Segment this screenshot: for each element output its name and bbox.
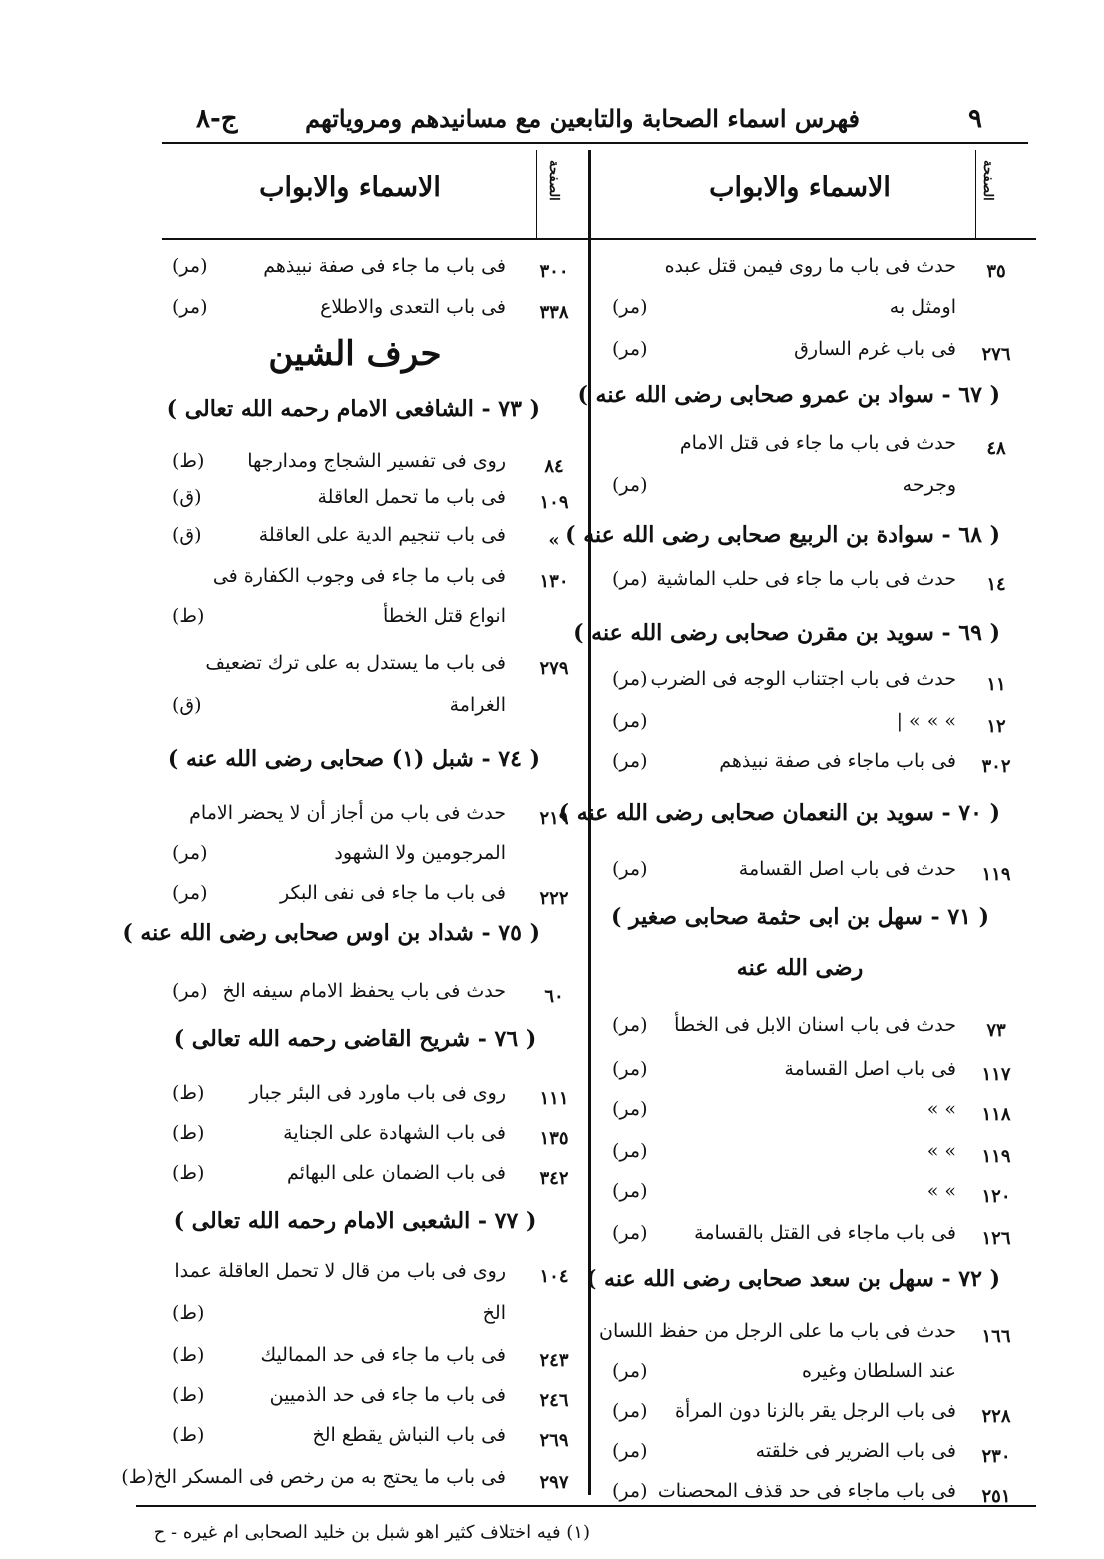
page-number: ٩ xyxy=(968,104,982,134)
entry-text: فى باب ماجاء فى حد قذف المحصنات xyxy=(657,1480,956,1502)
entry-source-mark: (ط) xyxy=(172,1162,205,1184)
entry-page-number: ٣٠٠ xyxy=(539,261,569,282)
entry-text: حدث فى باب ما روى فيمن قتل عبده xyxy=(664,255,956,277)
entry-source-mark: (ط) xyxy=(172,1122,205,1144)
entry-source-mark: (مر) xyxy=(172,882,208,904)
entry-page-number: ٢٢٢ xyxy=(539,888,569,909)
index-entry xyxy=(598,1180,1030,1214)
entry-page-number: ٢٩٧ xyxy=(539,1472,569,1493)
index-entry xyxy=(162,450,582,484)
entry-source-mark: (مر) xyxy=(612,1360,648,1382)
entry-source-mark: (ط) xyxy=(172,1424,205,1446)
right-column-heading: الاسماء والابواب xyxy=(709,172,891,203)
volume-label: ج-٨ xyxy=(196,104,238,134)
entry-page-number: ٨٤ xyxy=(544,456,564,477)
index-entry xyxy=(162,255,582,289)
index-entry xyxy=(598,1098,1030,1132)
entry-page-number: ١١٩ xyxy=(981,864,1011,885)
entry-text: » » xyxy=(926,1098,956,1120)
index-entry xyxy=(162,1082,582,1116)
entry-source-mark: (مر) xyxy=(612,1058,648,1080)
entry-text: حدث فى باب اصل القسامة xyxy=(738,858,956,880)
section-heading: ( ٦٩ - سويد بن مقرن صحابى رضى الله عنه ) xyxy=(573,620,1000,646)
entry-page-number: » xyxy=(548,530,560,551)
entry-text: فى باب غرم السارق xyxy=(794,338,956,360)
entry-source-mark: (ق) xyxy=(172,694,202,716)
index-entry xyxy=(598,858,1030,892)
entry-page-number: ٢١٩ xyxy=(539,808,569,829)
index-entry xyxy=(598,1320,1030,1354)
page-title: فهرس اسماء الصحابة والتابعين مع مسانيدهم ومروياتهم xyxy=(305,104,860,133)
left-page-col-divider xyxy=(536,150,537,238)
entry-page-number: ١٣٠ xyxy=(539,571,569,592)
entry-source-mark: (مر) xyxy=(612,1140,648,1162)
entry-page-number: ٣٣٨ xyxy=(539,302,569,323)
section-heading: ( ٧٦ - شريح القاضى رحمه الله تعالى ) xyxy=(173,1026,537,1052)
entry-source-mark: (مر) xyxy=(612,338,648,360)
letter-heading: حرف الشين xyxy=(268,334,442,374)
section-heading: رضى الله عنه xyxy=(736,955,864,981)
entry-page-number: ٢٧٩ xyxy=(539,658,569,679)
entry-source-mark: (مر) xyxy=(612,568,648,590)
entry-page-number: ٢٧٦ xyxy=(981,344,1011,365)
index-entry xyxy=(598,474,1030,508)
entry-text: الغرامة xyxy=(449,694,506,716)
entry-source-mark: (مر) xyxy=(612,1014,648,1036)
entry-page-number: ٣٠٢ xyxy=(981,756,1011,777)
entry-text: فى باب ما يحتج به من رخص فى المسكر الخ(ط) xyxy=(121,1466,506,1488)
entry-source-mark: (مر) xyxy=(612,1440,648,1462)
left-column-heading: الاسماء والابواب xyxy=(259,172,441,203)
entry-source-mark: (ط) xyxy=(172,1344,205,1366)
entry-page-number: ٢٣٠ xyxy=(981,1446,1011,1467)
footnote: (١) فيه اختلاف كثير اهو شبل بن خليد الصحابى ام غيره - ح xyxy=(153,1522,590,1543)
entry-text: فى باب الضمان على البهائم xyxy=(286,1162,506,1184)
entry-text: روى فى تفسير الشجاج ومدارجها xyxy=(247,450,506,472)
entry-text: حدث فى باب ما جاء فى حلب الماشية xyxy=(656,568,956,590)
section-heading: ( ٦٧ - سواد بن عمرو صحابى رضى الله عنه ) xyxy=(577,382,1000,408)
index-entry xyxy=(162,524,582,558)
entry-source-mark: (مر) xyxy=(612,858,648,880)
index-entry xyxy=(162,980,582,1014)
entry-page-number: ١١٨ xyxy=(981,1104,1011,1125)
entry-text: حدث فى باب اجتناب الوجه فى الضرب xyxy=(650,668,956,690)
section-heading: ( ٧٧ - الشعبى الامام رحمه الله تعالى ) xyxy=(173,1208,537,1234)
section-heading: ( ٧١ - سهل بن ابى حثمة صحابى صغير ) xyxy=(610,904,990,930)
entry-text: حدث فى باب ما على الرجل من حفظ اللسان xyxy=(598,1320,956,1342)
index-entry xyxy=(598,296,1030,330)
entry-text: عند السلطان وغيره xyxy=(801,1360,956,1382)
entry-page-number: ٢٤٣ xyxy=(539,1350,569,1371)
entry-page-number: ٢٤٦ xyxy=(539,1390,569,1411)
entry-source-mark: (ط) xyxy=(172,1302,205,1324)
entry-page-number: ٣٤٢ xyxy=(539,1168,569,1189)
entry-text: انواع قتل الخطأ xyxy=(383,605,506,627)
index-entry xyxy=(162,565,582,599)
entry-page-number: ١٦٦ xyxy=(981,1326,1011,1347)
entry-text: فى باب ماجاء فى صفة نبيذهم xyxy=(719,750,956,772)
entry-text: روى فى باب ماورد فى البئر جبار xyxy=(249,1082,506,1104)
index-entry xyxy=(162,296,582,330)
entry-text: فى باب النباش يقطع الخ xyxy=(312,1424,506,1446)
entry-text: فى باب الرجل يقر بالزنا دون المرأة xyxy=(675,1400,956,1422)
entry-text: » » » | xyxy=(896,710,956,732)
section-heading: ( ٧٥ - شداد بن اوس صحابى رضى الله عنه ) xyxy=(122,920,540,946)
index-entry xyxy=(162,802,582,836)
index-entry xyxy=(162,1384,582,1418)
entry-source-mark: (مر) xyxy=(612,668,648,690)
index-entry xyxy=(162,694,582,728)
section-heading: ( ٦٨ - سوادة بن الربيع صحابى رضى الله عنه ) xyxy=(565,522,1000,548)
entry-text: حدث فى باب من أجاز أن لا يحضر الامام xyxy=(189,802,506,824)
index-entry xyxy=(162,882,582,916)
entry-source-mark: (ق) xyxy=(172,486,202,508)
entry-source-mark: (ط) xyxy=(172,1384,205,1406)
index-entry xyxy=(598,1400,1030,1434)
entry-text: فى باب تنجيم الدية على العاقلة xyxy=(258,524,506,546)
section-heading: ( ٧٠ - سويد بن النعمان صحابى رضى الله عنه ) xyxy=(558,800,1000,826)
entry-page-number: ٢٦٩ xyxy=(539,1430,569,1451)
entry-page-number: ٤٨ xyxy=(986,438,1006,459)
index-entry xyxy=(162,605,582,639)
entry-text: » » xyxy=(926,1140,956,1162)
entry-page-number: ١٠٩ xyxy=(539,492,569,513)
entry-page-number: ٦٠ xyxy=(544,986,564,1007)
entry-text: المرجومين ولا الشهود xyxy=(334,842,506,864)
entry-text: فى باب ما تحمل العاقلة xyxy=(317,486,506,508)
entry-source-mark: (مر) xyxy=(612,750,648,772)
index-entry xyxy=(598,668,1030,702)
entry-source-mark: (مر) xyxy=(172,296,208,318)
index-entry xyxy=(162,652,582,686)
entry-source-mark: (مر) xyxy=(172,980,208,1002)
entry-source-mark: (مر) xyxy=(612,1400,648,1422)
entry-page-number: ١١ xyxy=(986,674,1006,695)
entry-source-mark: (مر) xyxy=(172,255,208,277)
entry-page-number: ١٤ xyxy=(986,574,1006,595)
entry-text: فى باب التعدى والاطلاع xyxy=(320,296,506,318)
entry-text: فى باب ما جاء فى وجوب الكفارة فى xyxy=(212,565,506,587)
entry-page-number: ١٢٦ xyxy=(981,1228,1011,1249)
section-heading: ( ٧٤ - شبل (١) صحابى رضى الله عنه ) xyxy=(167,746,540,772)
index-entry xyxy=(598,1014,1030,1048)
entry-text: فى باب ما جاء فى صفة نبيذهم xyxy=(263,255,506,277)
entry-source-mark: (ط) xyxy=(172,450,205,472)
right-page-col-divider xyxy=(975,150,976,238)
index-entry xyxy=(162,1260,582,1294)
entry-source-mark: (مر) xyxy=(612,1480,648,1502)
entry-page-number: ٢٥١ xyxy=(981,1486,1011,1507)
right-page-label: الصفحة xyxy=(980,160,995,201)
entry-page-number: ١٢٠ xyxy=(981,1186,1011,1207)
column-head-rule xyxy=(162,238,1036,240)
index-entry xyxy=(598,1440,1030,1474)
index-entry xyxy=(162,1344,582,1378)
index-entry xyxy=(598,1480,1030,1514)
index-entry xyxy=(162,1122,582,1156)
index-entry xyxy=(598,1360,1030,1394)
entry-page-number: ١٢ xyxy=(986,716,1006,737)
index-entry xyxy=(598,255,1030,289)
index-entry xyxy=(598,1222,1030,1256)
index-entry xyxy=(598,568,1030,602)
entry-text: حدث فى باب ما جاء فى قتل الامام xyxy=(679,432,956,454)
section-heading: ( ٧٣ - الشافعى الامام رحمه الله تعالى ) xyxy=(166,396,540,422)
entry-source-mark: (مر) xyxy=(612,1222,648,1244)
header-rule xyxy=(162,142,1028,144)
index-entry xyxy=(598,1140,1030,1174)
entry-source-mark: (مر) xyxy=(612,1180,648,1202)
entry-source-mark: (مر) xyxy=(612,296,648,318)
entry-source-mark: (مر) xyxy=(612,710,648,732)
entry-page-number: ١٠٤ xyxy=(539,1266,569,1287)
index-entry xyxy=(598,750,1030,784)
index-entry xyxy=(598,432,1030,466)
entry-source-mark: (ق) xyxy=(172,524,202,546)
entry-text: فى باب الضرير فى خلقته xyxy=(755,1440,956,1462)
entry-text: » » xyxy=(926,1180,956,1202)
entry-text: حدث فى باب يحفظ الامام سيفه الخ xyxy=(222,980,506,1002)
entry-text: الخ xyxy=(482,1302,506,1324)
entry-source-mark: (ط) xyxy=(172,605,205,627)
entry-page-number: ١١٧ xyxy=(981,1064,1011,1085)
entry-text: فى باب ما جاء فى حد المماليك xyxy=(260,1344,506,1366)
entry-text: فى باب اصل القسامة xyxy=(784,1058,956,1080)
index-entry xyxy=(162,486,582,520)
entry-text: وجرحه xyxy=(902,474,956,496)
entry-text: اومثل به xyxy=(889,296,956,318)
index-entry xyxy=(162,1302,582,1336)
entry-text: حدث فى باب اسنان الابل فى الخطأ xyxy=(674,1014,956,1036)
entry-text: فى باب ما جاء فى حد الذميين xyxy=(269,1384,506,1406)
entry-page-number: ٣٥ xyxy=(986,261,1006,282)
index-entry xyxy=(162,842,582,876)
entry-page-number: ١٣٥ xyxy=(539,1128,569,1149)
section-heading: ( ٧٢ - سهل بن سعد صحابى رضى الله عنه ) xyxy=(585,1266,1000,1292)
entry-source-mark: (مر) xyxy=(612,474,648,496)
entry-page-number: ١١٩ xyxy=(981,1146,1011,1167)
index-entry xyxy=(598,710,1030,744)
entry-page-number: ٢٢٨ xyxy=(981,1406,1011,1427)
index-entry xyxy=(598,338,1030,372)
entry-source-mark: (مر) xyxy=(172,842,208,864)
index-entry xyxy=(162,1424,582,1458)
entry-text: فى باب ماجاء فى القتل بالقسامة xyxy=(694,1222,956,1244)
left-page-label: الصفحة xyxy=(546,160,561,201)
entry-text: فى باب الشهادة على الجناية xyxy=(283,1122,506,1144)
index-entry xyxy=(162,1162,582,1196)
entry-page-number: ٧٣ xyxy=(986,1020,1006,1041)
entry-text: فى باب ما جاء فى نفى البكر xyxy=(280,882,506,904)
index-entry xyxy=(121,1466,582,1500)
entry-page-number: ١١١ xyxy=(539,1088,569,1109)
entry-text: فى باب ما يستدل به على ترك تضعيف xyxy=(205,652,506,674)
entry-source-mark: (مر) xyxy=(612,1098,648,1120)
entry-text: روى فى باب من قال لا تحمل العاقلة عمدا xyxy=(174,1260,506,1282)
entry-source-mark: (ط) xyxy=(172,1082,205,1104)
index-entry xyxy=(598,1058,1030,1092)
